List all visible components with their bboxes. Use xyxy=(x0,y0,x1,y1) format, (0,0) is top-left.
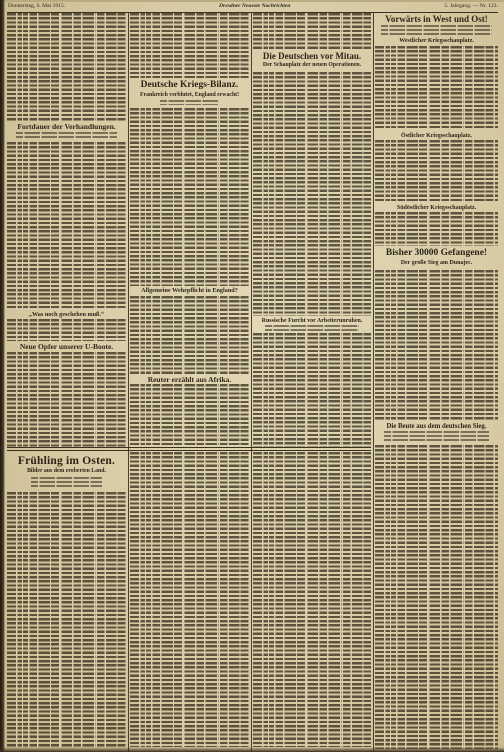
headline-vorwaerts: Vorwärts in West und Ost! xyxy=(385,14,488,24)
article-body-text xyxy=(130,13,249,78)
header-title: Dresdner Neueste Nachrichten xyxy=(219,3,291,9)
article-body-text xyxy=(375,270,498,420)
headline-russische-furcht: Russische Furcht vor Arbeiterunruhen. xyxy=(261,317,363,324)
article-body-text xyxy=(375,140,498,202)
column-rule xyxy=(373,13,374,752)
subheadline-text xyxy=(265,325,359,331)
subheadline-text xyxy=(16,132,117,140)
headline-reuter: Reuter erzählt aus Afrika. xyxy=(147,374,232,384)
article-body-text xyxy=(7,142,126,310)
column-1-upper xyxy=(7,13,126,447)
headline-gefangene: Bisher 30000 Gefangene! xyxy=(385,248,488,259)
page-binding-edge xyxy=(0,0,5,752)
column-1-lower xyxy=(7,452,126,747)
article-body-text xyxy=(7,352,126,447)
section-oestlicher: Östlicher Kriegsschauplatz. xyxy=(401,132,472,139)
column-rule xyxy=(251,13,252,752)
headline-was-geschehen: „Was noch geschehen muß.“ xyxy=(28,310,105,318)
article-body-text xyxy=(375,46,498,130)
column-2-lower xyxy=(130,452,249,747)
column-3-lower xyxy=(253,452,371,747)
article-body-text xyxy=(253,13,371,49)
headline-kriegsbilanz: Deutsche Kriegs-Bilanz. xyxy=(140,80,239,90)
article-body-text xyxy=(253,333,371,447)
article-body-text xyxy=(7,13,126,121)
article-body-text xyxy=(253,72,371,316)
headline-verhandlungen: Fortdauer der Verhandlungen. xyxy=(17,122,116,131)
headline-wehrpflicht: Allgemeine Wehrpflicht in England? xyxy=(141,287,238,295)
article-body-text xyxy=(130,296,249,374)
feuilleton-rule xyxy=(7,447,371,448)
page-bottom-edge xyxy=(0,747,504,752)
article-body-text xyxy=(253,452,371,747)
subheadline-text xyxy=(384,431,489,443)
article-body-text xyxy=(130,108,249,286)
article-body-text xyxy=(375,445,498,749)
subheadline-feuilleton: Bilder aus dem eroberten Land. xyxy=(27,468,106,475)
section-suedoestlicher: Südöstlicher Kriegsschauplatz. xyxy=(396,205,477,212)
headline-beute: Die Beute aus dem deutschen Sieg. xyxy=(386,422,487,430)
byline-text xyxy=(160,100,220,105)
article-body-text xyxy=(130,452,249,747)
column-2-upper xyxy=(130,13,249,447)
subheadline-text xyxy=(381,25,492,35)
headline-feuilleton: Frühling im Osten. xyxy=(17,455,116,467)
article-body-text xyxy=(130,384,249,447)
column-3-upper xyxy=(253,13,371,447)
header-date: Donnerstag, 6. Mai 1915. xyxy=(8,3,66,9)
header-issue: 5. Jahrgang. — Nr. 123. xyxy=(444,3,498,9)
headline-mitau: Die Deutschen vor Mitau. xyxy=(262,51,362,61)
feuilleton-rule xyxy=(7,450,371,451)
subheadline-kriegsbilanz: Frankreich verblutet, England erwacht! xyxy=(139,91,240,98)
article-body-text xyxy=(7,319,126,341)
article-body-text xyxy=(7,492,126,747)
article-body-text xyxy=(375,212,498,246)
masthead xyxy=(8,2,498,11)
column-rule xyxy=(128,13,129,752)
subheadline-mitau: Der Schauplatz der neuen Operationen. xyxy=(262,62,362,69)
byline-text xyxy=(31,477,102,488)
column-4 xyxy=(375,13,498,749)
section-westlicher: Westlicher Kriegsschauplatz. xyxy=(399,38,474,45)
headline-uboote: Neue Opfer unserer U-Boote. xyxy=(19,342,114,352)
subheadline-gefangene: Der große Sieg am Dunajec. xyxy=(400,260,473,267)
